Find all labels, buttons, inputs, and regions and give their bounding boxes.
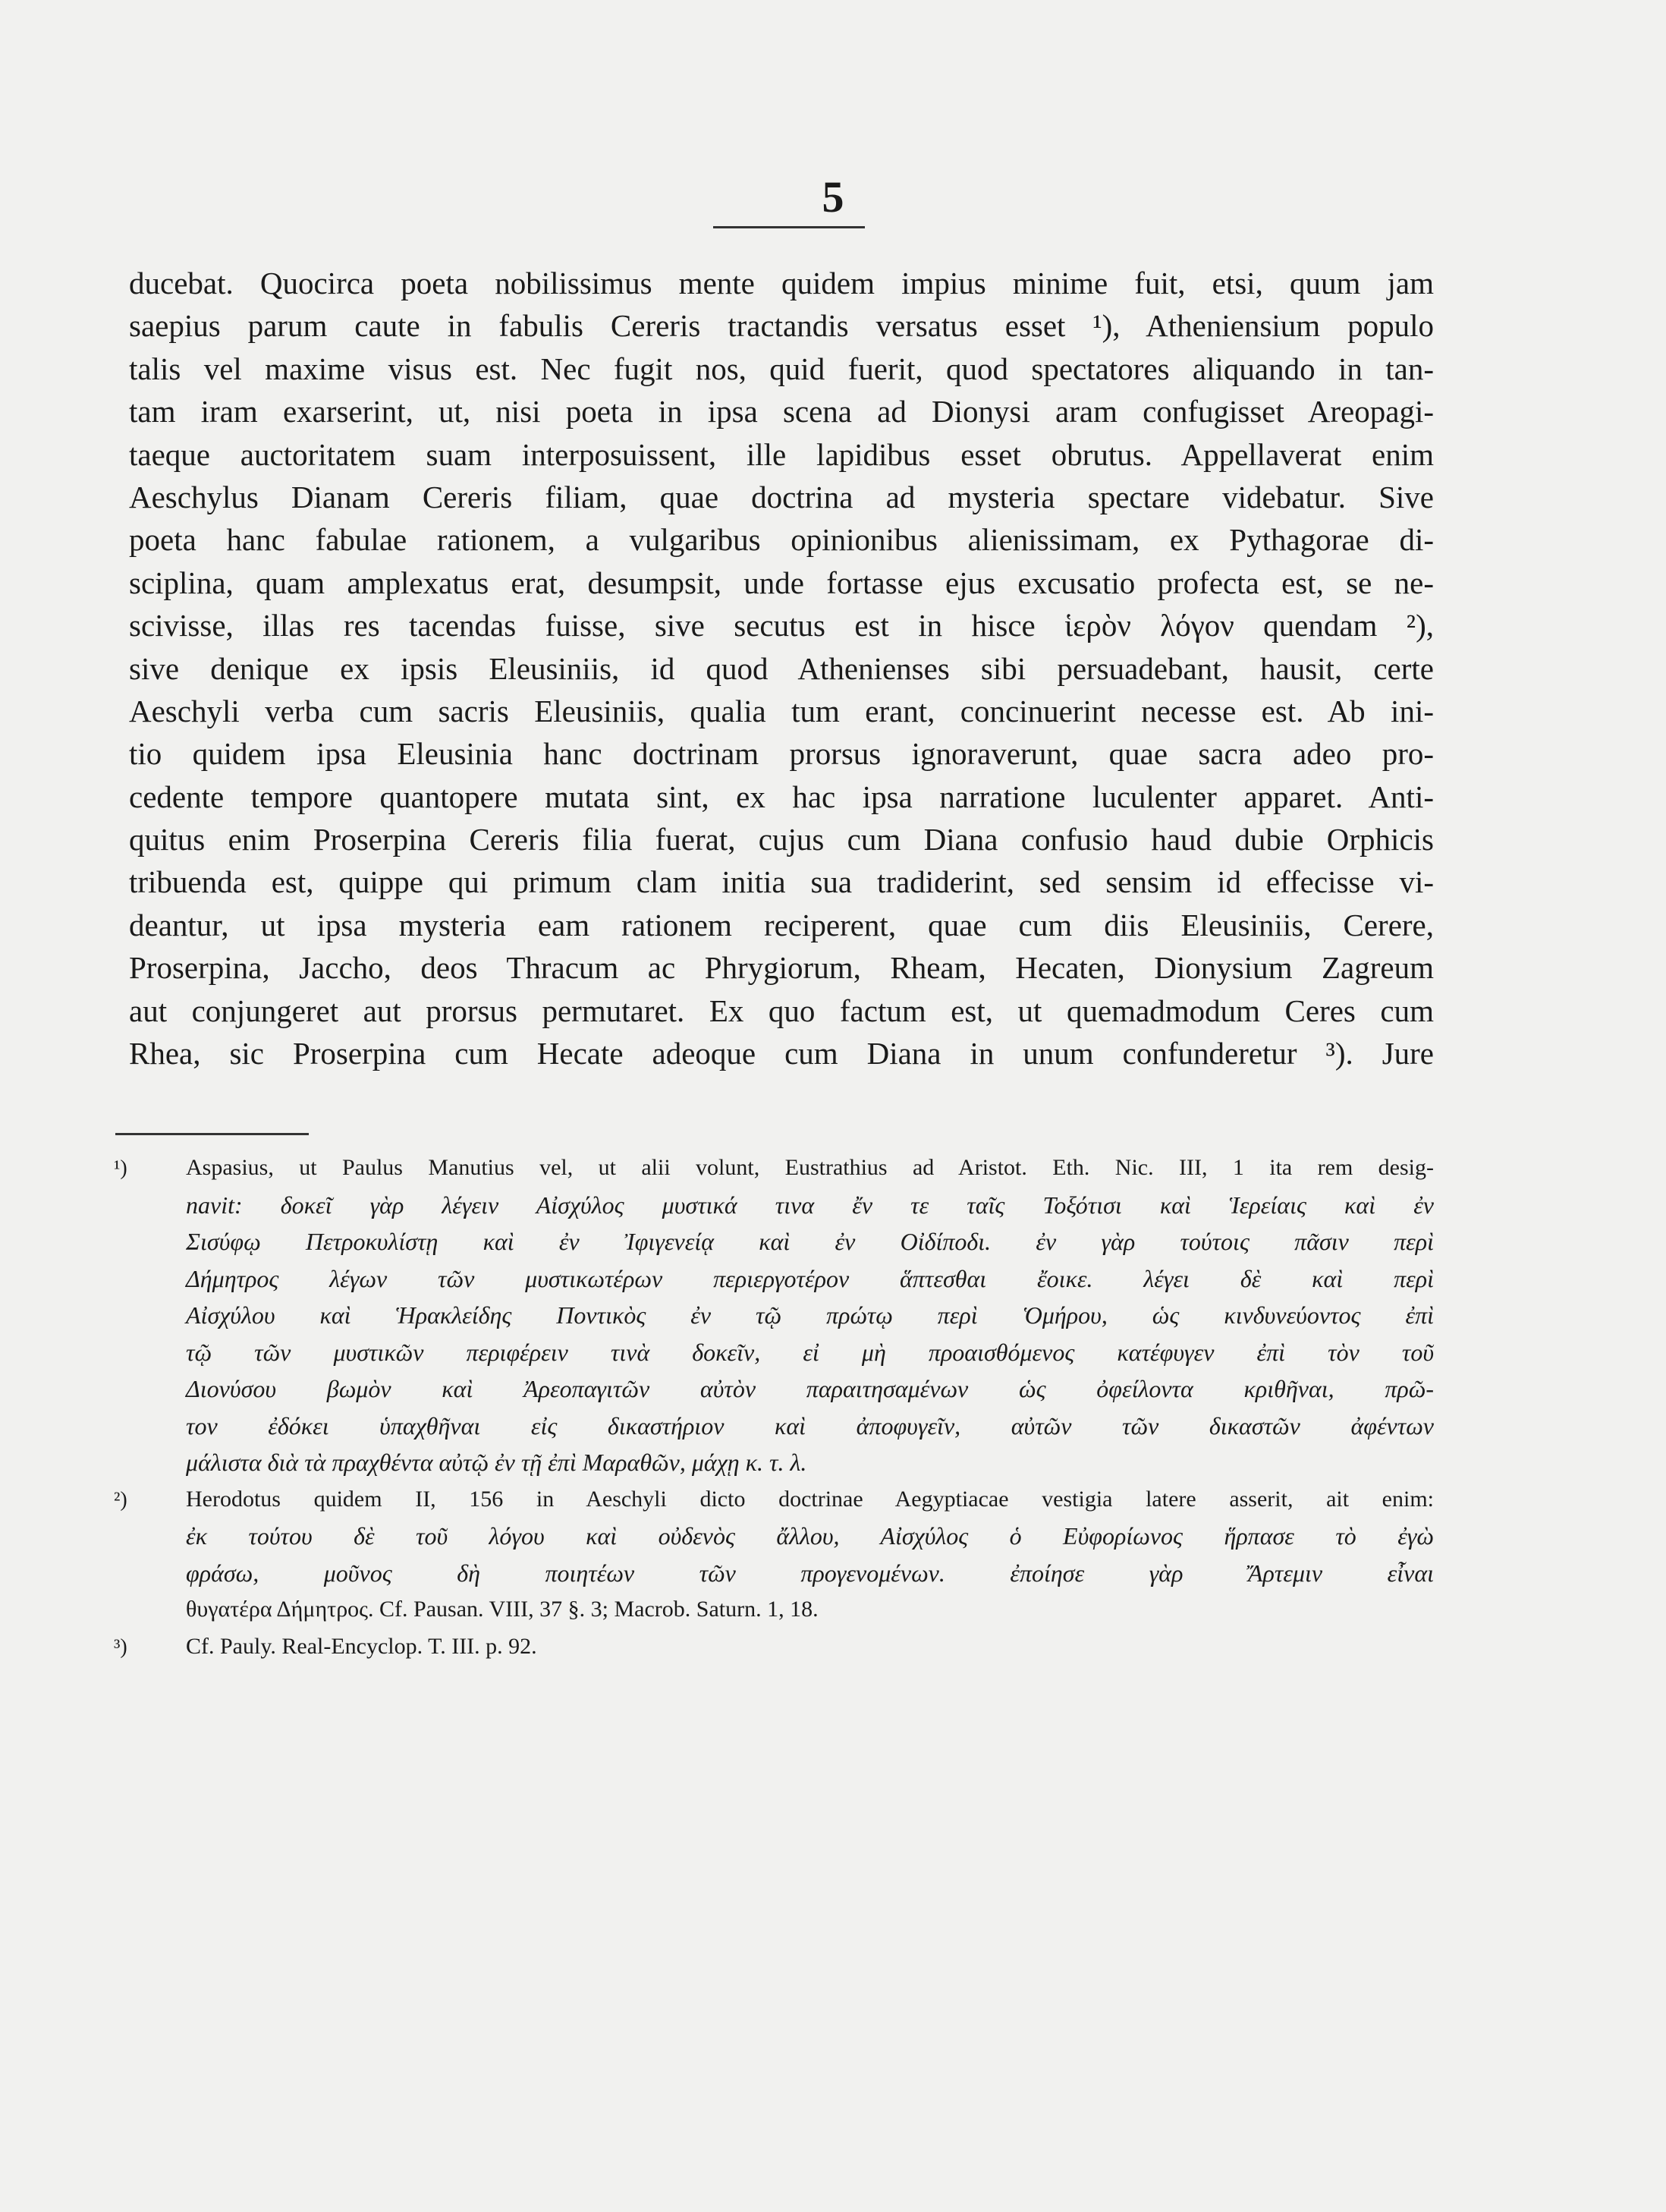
footnote-1-line <box>114 1150 1434 1187</box>
footnote-3-line <box>114 1628 1434 1666</box>
footnote-1-mark: ¹) <box>114 1156 127 1180</box>
body-line: quitus enim Proserpina Cereris filia fuerat, cujus cum Diana confusio haud dubie Orphicis <box>129 822 1434 857</box>
body-line: Proserpina, Jaccho, deos Thracum ac Phrygiorum, Rheam, Hecaten, Dionysium Zagreum <box>129 950 1434 986</box>
footnote-1-line: Δήμητρος λέγων τῶν μυστικωτέρων περιεργοτέρον ἅπτεσθαι ἔοικε. λέγει δὲ καὶ περὶ <box>186 1264 1434 1292</box>
body-line: tam iram exarserint, ut, nisi poeta in ipsa scena ad Dionysi aram confugisset Areopagi- <box>129 394 1434 429</box>
footnote-2-line <box>114 1481 1434 1518</box>
body-line: sive denique ex ipsis Eleusiniis, id quod Athenienses sibi persuadebant, hausit, certe <box>129 650 1434 686</box>
body-line: Aeschylus Dianam Cereris filiam, quae doctrina ad mysteria spectare videbatur. Sive <box>129 479 1434 514</box>
footnote-2-mark: ²) <box>114 1487 127 1512</box>
body-line: aut conjungeret aut prorsus permutaret. Ex quo factum est, ut quemadmodum Ceres cum <box>129 993 1434 1028</box>
footnote-3-mark: ³) <box>114 1635 127 1659</box>
footnote-1-line: Διονύσου βωμὸν καὶ Ἀρεοπαγιτῶν αὐτὸν παραιτησαμένων ὡς ὀφείλοντα κριθῆναι, πρῶ- <box>186 1375 1434 1402</box>
body-line: deantur, ut ipsa mysteria eam rationem reciperent, quae cum diis Eleusiniis, Cerere, <box>129 907 1434 942</box>
footnote-2-line: θυγατέρα Δήμητρος. Cf. Pausan. VIII, 37 §. 3; Macrob. Saturn. 1, 18. <box>186 1597 819 1622</box>
footnote-rule <box>115 1133 309 1135</box>
footnote-2-text: Herodotus quidem II, 156 in Aeschyli dicto doctrinae Aegyptiacae vestigia latere asserit, ait enim: <box>186 1486 1434 1512</box>
body-line: tribuenda est, quippe qui primum clam initia sua tradiderint, sed sensim id effecisse vi- <box>129 864 1434 900</box>
body-line: tio quidem ipsa Eleusinia hanc doctrinam prorsus ignoraverunt, quae sacra adeo pro- <box>129 736 1434 772</box>
body-line: ducebat. Quocirca poeta nobilissimus mente quidem impius minime fuit, etsi, quum jam <box>129 266 1434 300</box>
body-line: Rhea, sic Proserpina cum Hecate adeoque cum Diana in unum confunderetur ³). Jure <box>129 1036 1434 1071</box>
body-line: poeta hanc fabulae rationem, a vulgaribus opinionibus alienissimam, ex Pythagorae di- <box>129 522 1434 558</box>
footnote-1-line: τον ἐδόκει ὑπαχθῆναι εἰς δικαστήριον καὶ ἀποφυγεῖν, αὐτῶν τῶν δικαστῶν ἀφέντων <box>186 1411 1434 1440</box>
footnote-2-line: φράσω, μοῦνος δὴ ποιητέων τῶν προγενομένων. ἐποίησε γὰρ Ἄρτεμιν εἶναι <box>186 1559 1434 1587</box>
body-line: cedente tempore quantopere mutata sint, ex hac ipsa narratione luculenter apparet. Anti- <box>129 779 1434 814</box>
footnote-1-line: navit: δοκεῖ γὰρ λέγειν Αἰσχύλος μυστικά τινα ἔν τε ταῖς Τοξότισι καὶ Ἱερείαις καὶ ἐν <box>186 1191 1434 1219</box>
body-line: saepius parum caute in fabulis Cereris tractandis versatus esset ¹), Atheniensium populo <box>129 308 1434 344</box>
header-rule <box>713 226 865 228</box>
footnote-3-text: Cf. Pauly. Real-Encyclop. T. III. p. 92. <box>186 1633 537 1659</box>
body-line: scivisse, illas res tacendas fuisse, sive secutus est in hisce ἱερὸν λόγον quendam ²), <box>129 608 1434 643</box>
page-number: 5 <box>822 172 844 222</box>
body-line: talis vel maxime visus est. Nec fugit nos, quid fuerit, quod spectatores aliquando in tan- <box>129 351 1434 386</box>
footnote-2-line: ἐκ τούτου δὲ τοῦ λόγου καὶ οὐδενὸς ἄλλου, Αἰσχύλος ὁ Εὐφορίωνος ἥρπασε τὸ ἐγὼ <box>186 1522 1434 1550</box>
footnote-1-line: Σισύφῳ Πετροκυλίστῃ καὶ ἐν Ἰφιγενείᾳ καὶ ἐν Οἰδίποδι. ἐν γὰρ τούτοις πᾶσιν περὶ <box>186 1228 1434 1255</box>
body-line: Aeschyli verba cum sacris Eleusiniis, qualia tum erant, concinuerint necesse est. Ab ini- <box>129 693 1434 728</box>
footnotes <box>114 1150 1434 1665</box>
footnote-1-line: τῷ τῶν μυστικῶν περιφέρειν τινὰ δοκεῖν, εἰ μὴ προαισθόμενος κατέφυγεν ἐπὶ τὸν τοῦ <box>186 1338 1434 1366</box>
body-line: taeque auctoritatem suam interposuissent, ille lapidibus esset obrutus. Appellaverat enim <box>129 436 1434 472</box>
body-text <box>129 262 1434 1075</box>
body-line: sciplina, quam amplexatus erat, desumpsit, unde fortasse ejus excusatio profecta est, se ne- <box>129 565 1434 600</box>
footnote-1-text: Aspasius, ut Paulus Manutius vel, ut alii volunt, Eustrathius ad Aristot. Eth. Nic. III, 1 ita rem desig- <box>186 1155 1434 1180</box>
footnote-1-line: Αἰσχύλου καὶ Ἡρακλείδης Ποντικὸς ἐν τῷ πρώτῳ περὶ Ὁμήρου, ὡς κινδυνεύοντος ἐπὶ <box>186 1301 1434 1329</box>
footnote-1-line: μάλιστα διὰ τὰ πραχθέντα αὐτῷ ἐν τῇ ἐπὶ Μαραθῶν, μάχῃ κ. τ. λ. <box>186 1449 807 1476</box>
